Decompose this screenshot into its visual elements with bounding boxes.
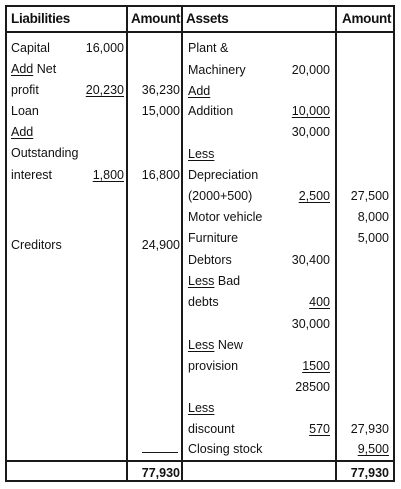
depreciation-calc: (2000+500) — [188, 189, 253, 203]
assets-grand-total: 77,930 — [350, 466, 389, 480]
closing-stock-total: 9,500 — [357, 442, 389, 456]
depreciation-label: Depreciation — [188, 168, 259, 182]
capital-total: 36,230 — [141, 83, 180, 97]
add-label-assets: Add — [188, 84, 211, 98]
subtotal-rule-left — [142, 452, 178, 453]
addition-label: Addition — [188, 104, 234, 118]
interest-label: interest — [11, 168, 52, 182]
liabilities-grand-total: 77,930 — [141, 466, 180, 480]
furniture-label: Furniture — [188, 231, 239, 245]
furniture-total: 5,000 — [357, 231, 389, 245]
debtors-label: Debtors — [188, 253, 232, 267]
outstanding-label: Outstanding — [11, 146, 79, 160]
profit-label: profit — [11, 83, 39, 97]
assets-header: Assets — [186, 11, 229, 26]
debts-label: debts — [188, 295, 219, 309]
machinery-total: 27,500 — [350, 189, 389, 203]
creditors-total: 24,900 — [141, 238, 180, 252]
bad-debts-value: 400 — [309, 295, 330, 309]
interest-value: 1,800 — [92, 168, 124, 182]
motor-vehicle-total: 8,000 — [357, 210, 389, 224]
total-divider — [5, 460, 395, 462]
profit-value: 20,230 — [85, 83, 124, 97]
amount-header-right: Amount — [342, 11, 392, 26]
discount-label: discount — [188, 422, 235, 436]
debtors-net: 30,000 — [291, 317, 330, 331]
capital-label: Capital — [11, 41, 50, 55]
closing-stock-label: Closing stock — [188, 442, 263, 456]
debtors-total: 27,930 — [350, 422, 389, 436]
discount-value: 570 — [309, 422, 330, 436]
machinery-label: Machinery — [188, 63, 246, 77]
debtors-value: 30,400 — [291, 253, 330, 267]
provision-label: provision — [188, 359, 239, 373]
column-divider-2 — [181, 5, 183, 482]
liabilities-header: Liabilities — [11, 11, 70, 26]
after-provision: 28500 — [295, 380, 330, 394]
add-label: Add — [11, 125, 34, 139]
loan-label: Loan — [11, 104, 39, 118]
provision-value: 1500 — [302, 359, 330, 373]
creditors-label: Creditors — [11, 238, 62, 252]
amount-header-left: Amount — [131, 11, 181, 26]
less-bad-label: Less Bad — [188, 274, 241, 288]
plant-label: Plant & — [188, 41, 229, 55]
loan-total: 15,000 — [141, 104, 180, 118]
less-label: Less — [188, 147, 215, 161]
depreciation-value: 2,500 — [298, 189, 330, 203]
motor-vehicle-label: Motor vehicle — [188, 210, 263, 224]
machinery-value: 20,000 — [291, 63, 330, 77]
addition-value: 10,000 — [291, 104, 330, 118]
loan-with-interest: 16,800 — [141, 168, 180, 182]
less-label-2: Less — [188, 401, 215, 415]
less-new-label: Less New — [188, 338, 243, 352]
add-net-label: Add Net — [11, 62, 57, 76]
machinery-subtotal: 30,000 — [291, 125, 330, 139]
capital-value: 16,000 — [85, 41, 124, 55]
header-divider — [5, 31, 395, 33]
